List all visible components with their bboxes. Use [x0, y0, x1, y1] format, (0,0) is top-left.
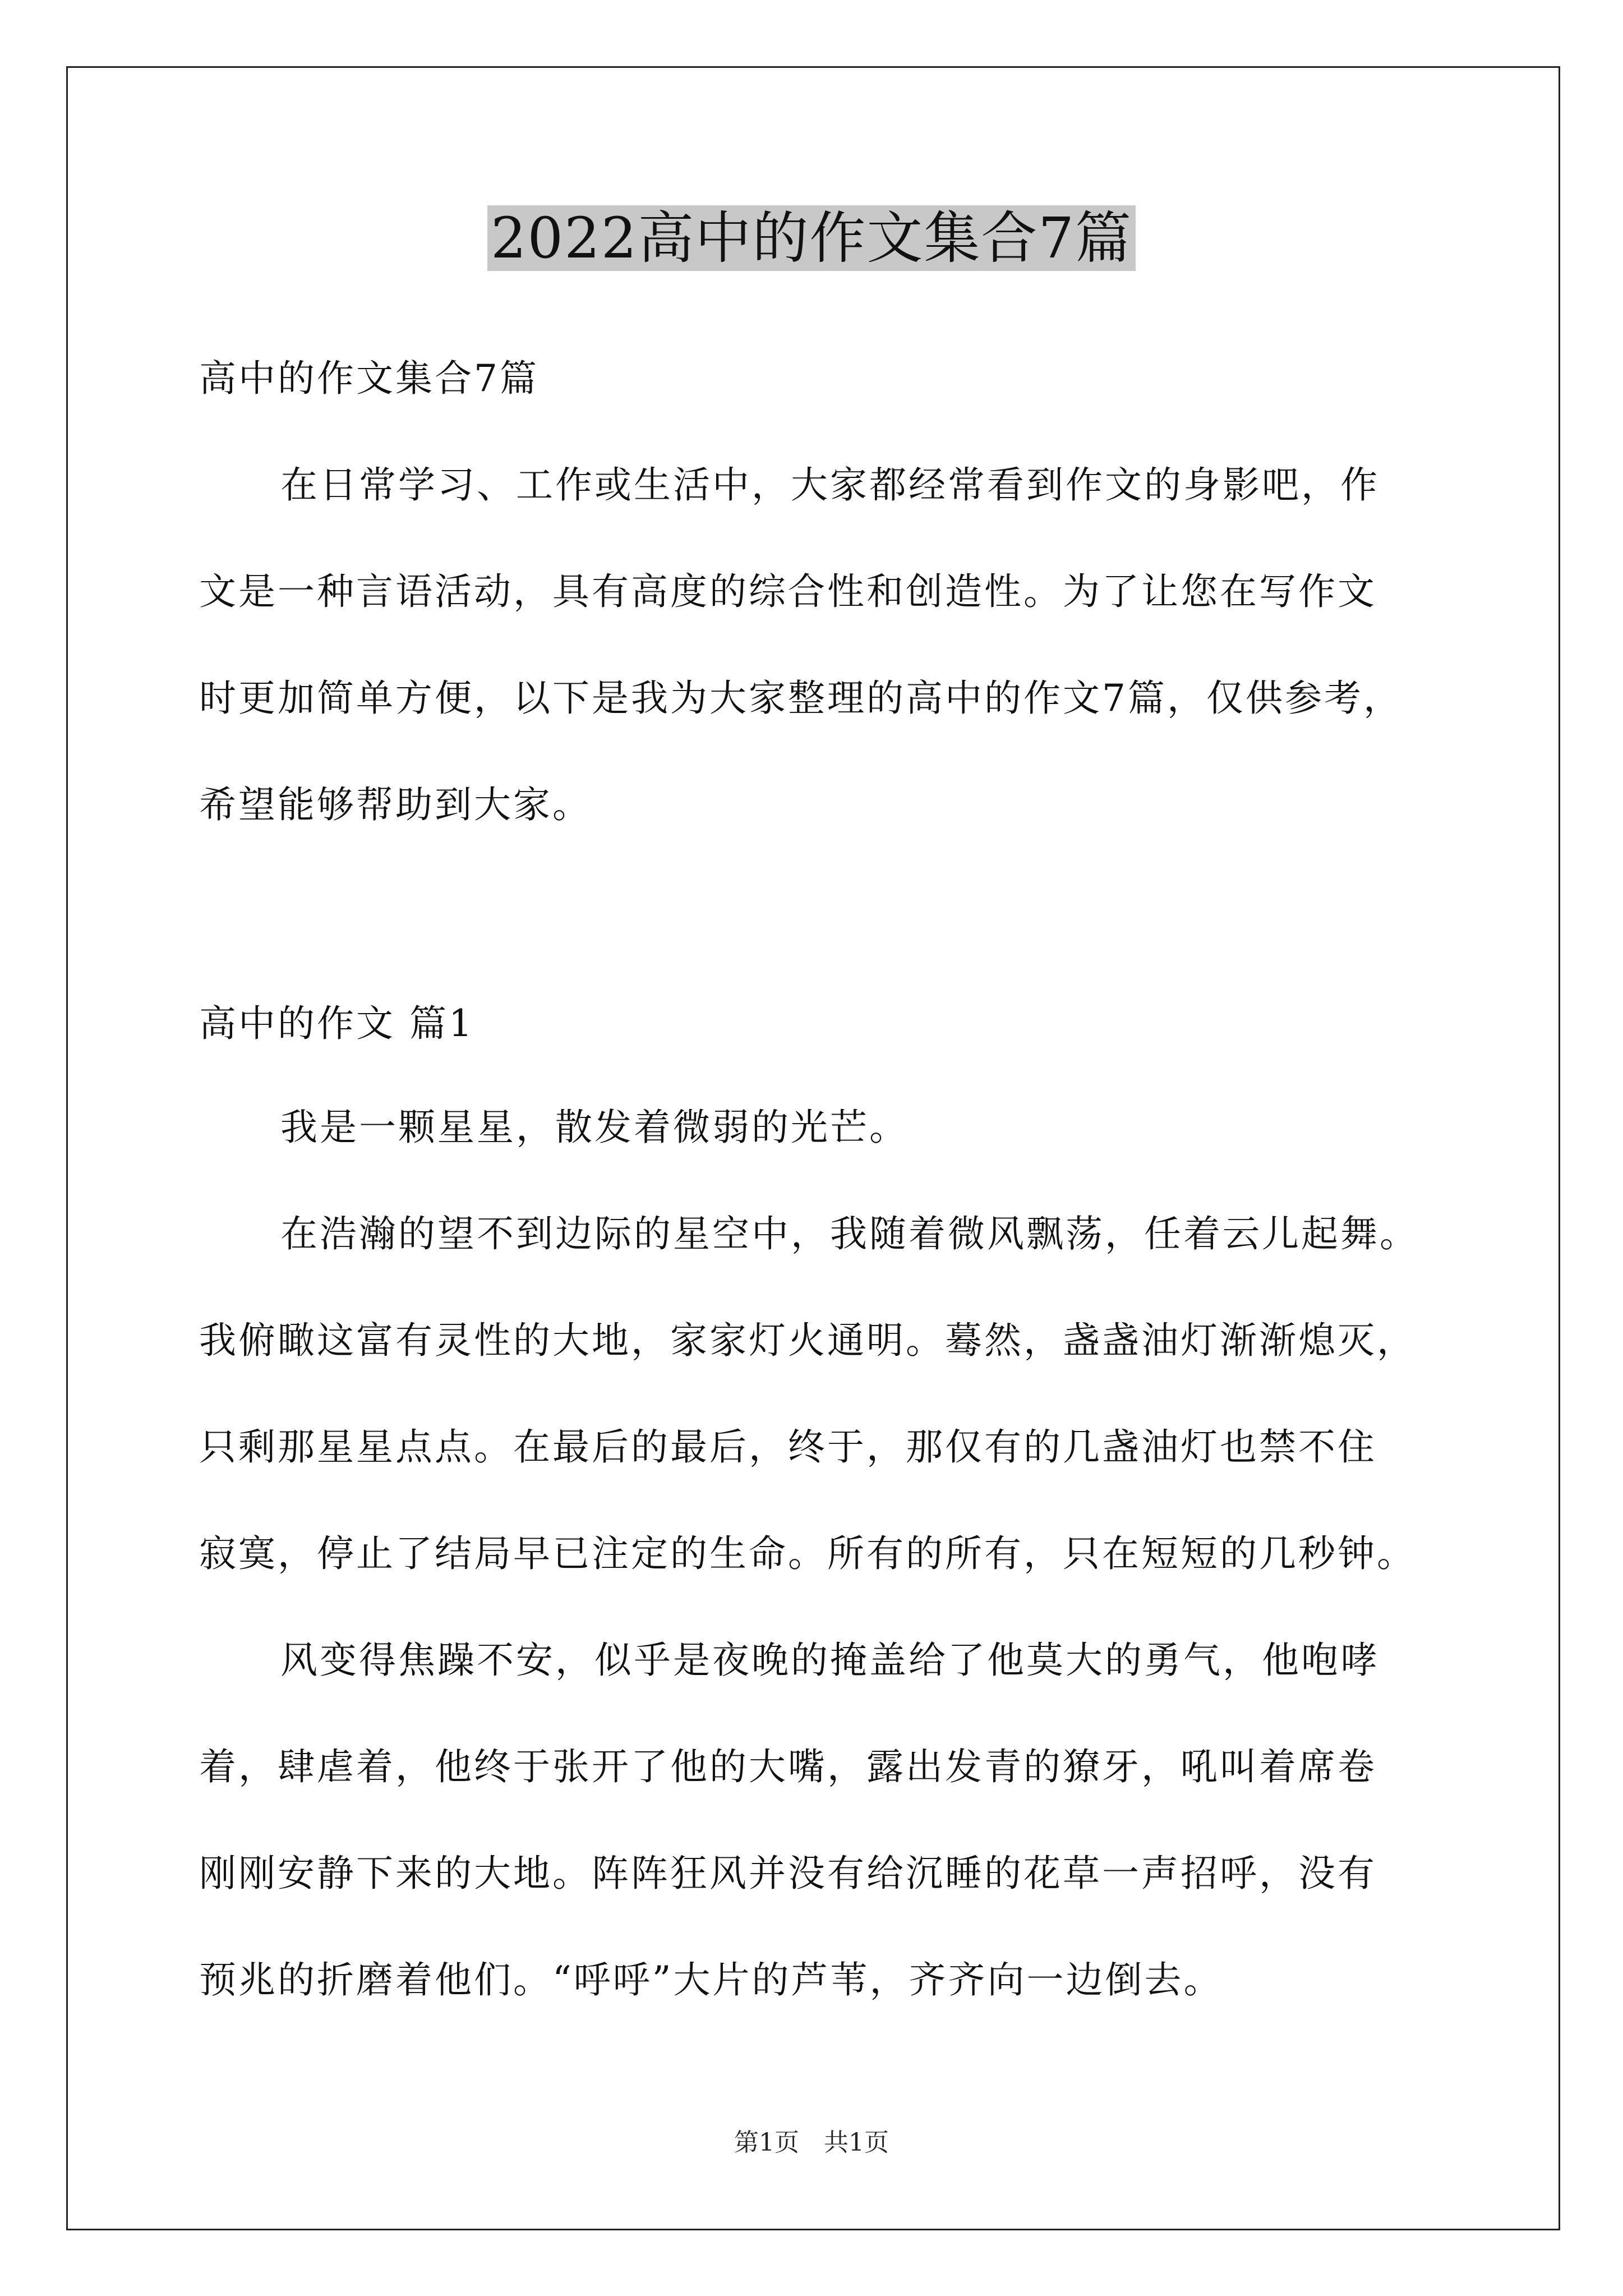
paragraph-line: 预兆的折磨着他们。“呼呼”大片的芦苇，齐齐向一边倒去。: [199, 1958, 1223, 2001]
paragraph-line: 在日常学习、工作或生活中，大家都经常看到作文的身影吧，作: [280, 463, 1380, 507]
paragraph-line: 只剩那星星点点。在最后的最后，终于，那仅有的几盏油灯也禁不住: [199, 1425, 1377, 1469]
page-number: 第1页 共1页: [734, 2128, 889, 2157]
section-heading: 高中的作文 篇1: [199, 1002, 474, 1045]
document-title: [0, 199, 1623, 278]
paragraph-line: 希望能够帮助到大家。: [199, 783, 592, 826]
paragraph-line: 我俯瞰这富有灵性的大地，家家灯火通明。蓦然，盏盏油灯渐渐熄灭，: [199, 1319, 1416, 1362]
paragraph-line: 寂寞，停止了结局早已注定的生命。所有的所有，只在短短的几秒钟。: [199, 1532, 1416, 1575]
paragraph-line: 在浩瀚的望不到边际的星空中，我随着微风飘荡，任着云儿起舞。: [280, 1212, 1419, 1255]
paragraph-line: 时更加简单方便，以下是我为大家整理的高中的作文7篇，仅供参考，: [199, 677, 1403, 720]
paragraph-line: 风变得焦躁不安，似乎是夜晚的掩盖给了他莫大的勇气，他咆哮: [280, 1639, 1380, 1682]
section-heading: 高中的作文集合7篇: [199, 357, 539, 400]
paragraph-line: 着，肆虐着，他终于张开了他的大嘴，露出发青的獠牙，吼叫着席卷: [199, 1745, 1377, 1788]
document-title-text: 2022高中的作文集合7篇: [487, 205, 1136, 271]
paragraph-line: 文是一种言语活动，具有高度的综合性和创造性。为了让您在写作文: [199, 570, 1377, 613]
paragraph-line: 刚刚安静下来的大地。阵阵狂风并没有给沉睡的花草一声招呼，没有: [199, 1852, 1377, 1895]
paragraph-line: 我是一颗星星，散发着微弱的光芒。: [280, 1106, 909, 1149]
